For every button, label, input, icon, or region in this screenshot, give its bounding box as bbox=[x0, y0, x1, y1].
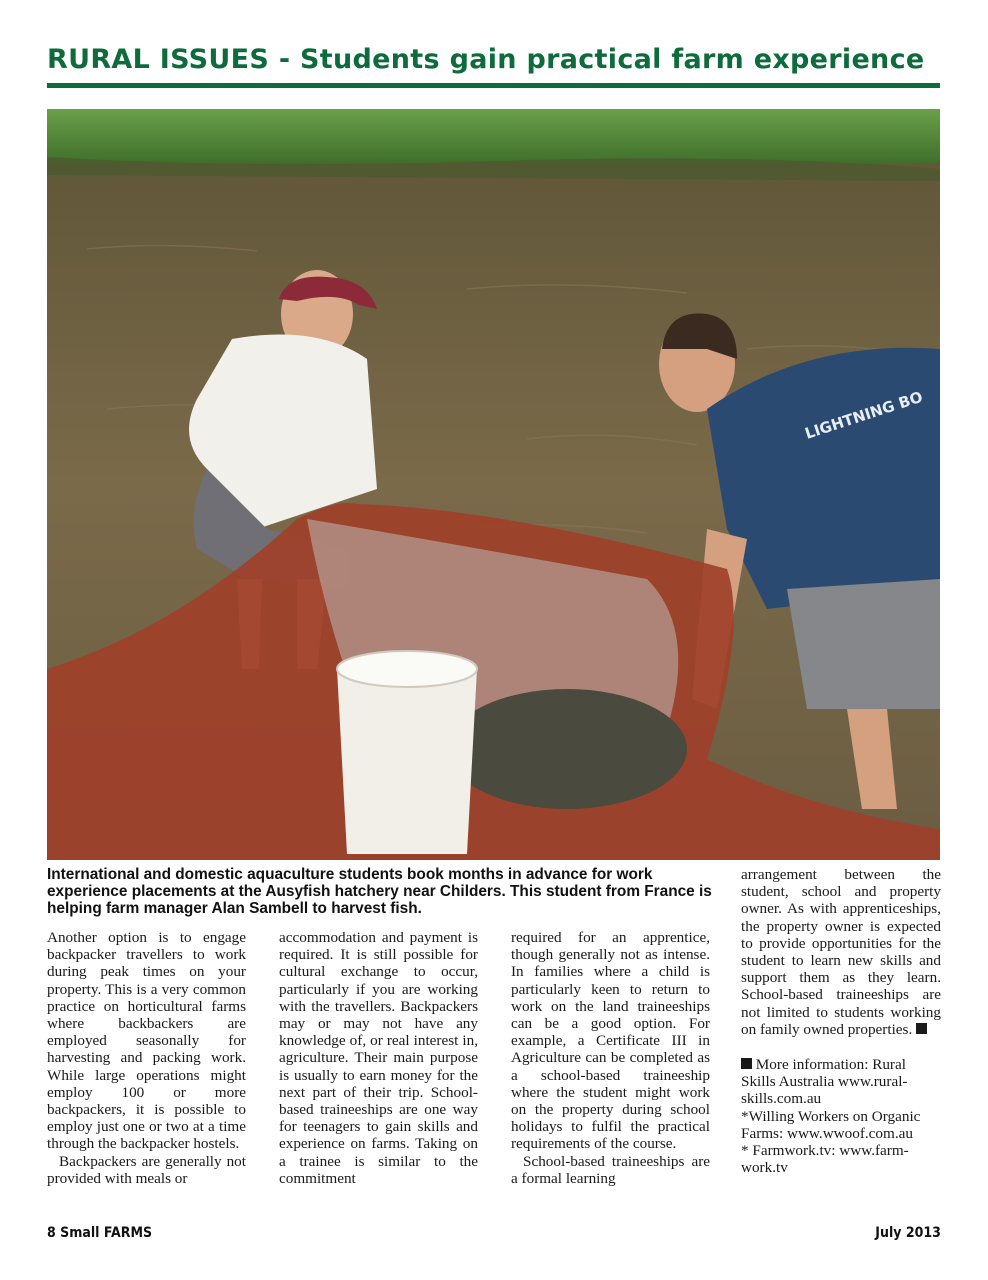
paragraph: accommodation and payment is required. It is still possible for cultural exchange to occur, particularly if you are working with the travellers. Backpackers may or may not have any knowledge of, or real interest in, agriculture. Their main purpose is usually to earn money for the next part of their trip. School-based traineeships are one way for teenagers to gain skills and experience on farms. Taking on a trainee is similar to the commitment bbox=[279, 929, 478, 1187]
paragraph-with-end-mark bbox=[741, 866, 941, 1038]
headline-rule bbox=[47, 83, 940, 88]
end-mark-square-icon bbox=[916, 1023, 927, 1034]
footer-date: July 2013 bbox=[875, 1225, 941, 1241]
paragraph: Another option is to engage backpacker travellers to work during peak times on your property. This is a very common practice on horticultural farms where backbackers are employed seasonally for harvesting and packing work. While large operations might employ 100 or more backpackers, it is possible to employ just one or two at a time through the backpacker hostels. bbox=[47, 929, 246, 1153]
article-photo bbox=[47, 109, 940, 860]
info-line-farmwork: * Farmwork.tv: www.farmwork.tv bbox=[741, 1142, 909, 1177]
info-text: More information: Rural Skills Australia www.ruralskills.com.au bbox=[741, 1056, 908, 1108]
article-column-3 bbox=[511, 929, 710, 1187]
paragraph: Backpackers are generally not provided with meals or bbox=[47, 1152, 246, 1187]
more-info-line bbox=[741, 1056, 941, 1108]
photo-illustration bbox=[47, 109, 940, 860]
article-column-2 bbox=[279, 929, 478, 1187]
photo-caption: International and domestic aquaculture students book months in advance for work experience placements at the Ausyfish hatchery near Childers. This student from France is helping farm manager Alan Sambell to harvest fish. bbox=[47, 866, 712, 917]
paragraph: required for an apprentice, though generally not as intense. In families where a child is particularly keen to return to work on the land traineeships can be a good option. For example, a Certificate III in Agriculture can be completed as a school-based traineeship where the student might work on the property during school holidays to fulfil the practical requirements of the course. bbox=[511, 929, 710, 1153]
info-line-wwoof: *Willing Workers on Organic Farms: www.wwoof.com.au bbox=[741, 1107, 921, 1142]
shirt-logo-text: LIGHTNING BO bbox=[802, 387, 925, 443]
footer-page-label: 8 Small FARMS bbox=[47, 1225, 153, 1241]
paragraph-text: arrangement between the student, school and property owner. As with apprenticeships, the property owner is expected to provide opportunities for the student to learn new skills and support them as they learn. School-based traineeships are not limited to students working on family owned properties. bbox=[741, 866, 941, 1038]
paragraph: School-based traineeships are a formal learning bbox=[511, 1152, 710, 1187]
article-column-1 bbox=[47, 929, 246, 1187]
headline: RURAL ISSUES - Students gain practical farm experience bbox=[47, 44, 925, 75]
bullet-square-icon bbox=[741, 1058, 752, 1069]
article-column-4 bbox=[741, 866, 941, 1176]
